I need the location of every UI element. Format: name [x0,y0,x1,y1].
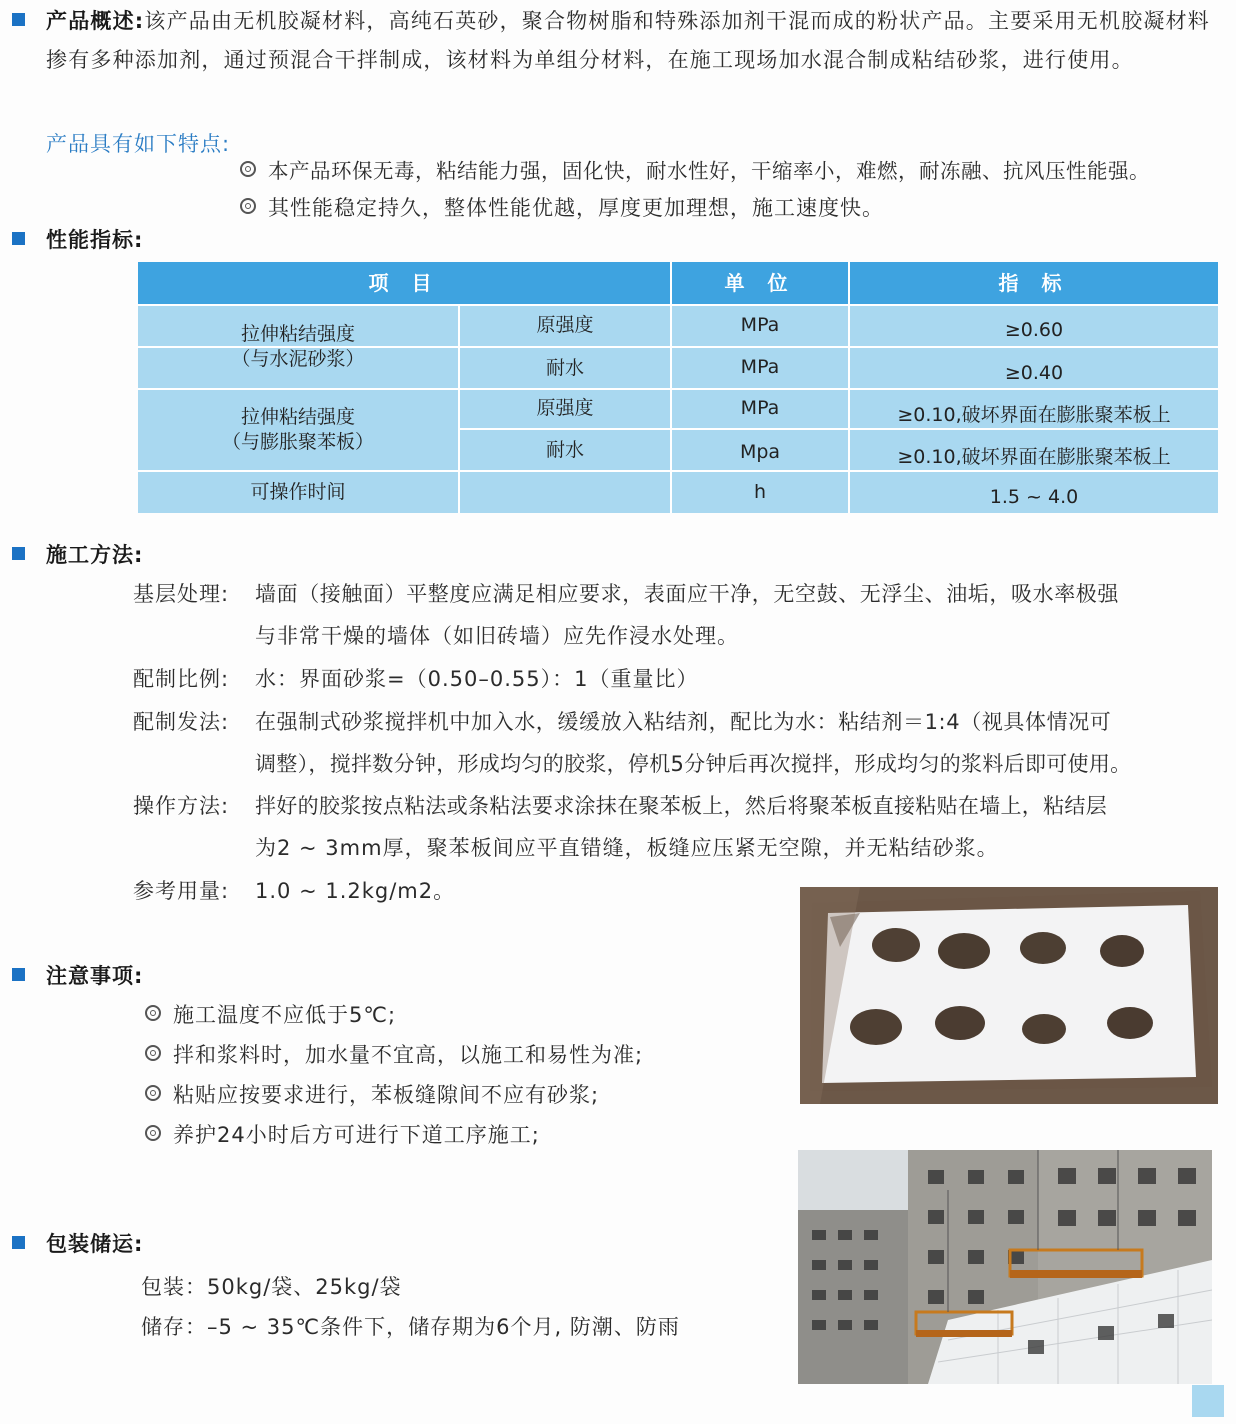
overview-heading: 产品概述: [46,9,145,33]
feature-item: 本产品环保无毒，粘结能力强，固化快，耐水性好，干缩率小，难燃，耐冻融、抗风压性能强。 [240,154,1150,184]
table-cell: 耐水 [545,357,584,379]
note-item: 施工温度不应低于5℃; [145,999,396,1029]
table-cell: MPa [740,356,780,378]
table-header-item: 项 目 [138,262,670,304]
method-text: 墙面（接触面）平整度应满足相应要求，表面应干净，无空鼓、无浮尘、油垢，吸水率极强 [255,582,1119,606]
table-cell: h [753,481,767,503]
table-cell: MPa [740,397,780,419]
note-item: 拌和浆料时，加水量不宜高，以施工和易性为准; [145,1039,643,1069]
method-text: 水：界面砂浆=（0.50–0.55）：1（重量比） [255,667,699,691]
page-corner-mark [1192,1385,1224,1417]
notes-heading: 注意事项: [46,964,144,988]
method-text: 1.0 ~ 1.2kg/m2。 [255,879,456,903]
performance-heading: 性能指标: [46,228,144,252]
table-cell: Mpa [739,440,781,463]
table-cell: 原强度 [536,397,594,419]
group-label: 拉伸粘结强度 （与水泥砂浆） [231,322,365,370]
spec-table [138,262,1218,513]
section-bullet [12,13,25,26]
circle-bullet-icon [240,198,256,214]
note-item: 粘贴应按要求进行，苯板缝隙间不应有砂浆; [145,1079,599,1109]
table-cell: ≥0.10,破坏界面在膨胀聚苯板上 [897,404,1171,426]
table-cell: 耐水 [545,438,584,461]
method-text: 在强制式砂浆搅拌机中加入水，缓缓放入粘结剂，配比为水：粘结剂＝1:4（视具体情况可 [255,710,1112,734]
table-cell: ≥0.10,破坏界面在膨胀聚苯板上 [897,445,1171,468]
circle-bullet-icon [145,1005,161,1021]
adhesive-board-photo [800,887,1218,1104]
circle-bullet-icon [145,1125,161,1141]
section-bullet [12,1236,25,1249]
section-bullet [12,547,25,560]
method-label: 操作方法: [133,794,230,818]
method-text: 与非常干燥的墙体（如旧砖墙）应先作浸水处理。 [255,624,739,648]
method-text: 拌好的胶浆按点粘法或条粘法要求涂抹在聚苯板上，然后将聚苯板直接粘贴在墙上，粘结层 [255,794,1107,818]
feature-item: 其性能稳定持久，整体性能优越，厚度更加理想，施工速度快。 [240,192,884,222]
table-cell: ≥0.40 [1004,362,1064,384]
construction-heading: 施工方法: [46,543,144,567]
section-bullet [12,232,25,245]
circle-bullet-icon [240,161,256,177]
table-cell: ≥0.60 [1004,319,1064,341]
note-item: 养护24小时后方可进行下道工序施工; [145,1119,540,1149]
section-bullet [12,968,25,981]
method-label: 配制发法: [133,710,230,734]
group-label: 拉伸粘结强度 （与膨胀聚苯板） [221,405,374,453]
table-header-unit: 单 位 [672,262,848,304]
table-cell: 1.5 ~ 4.0 [989,485,1079,508]
building-facade-photo [798,1150,1212,1384]
table-header-value: 指 标 [850,262,1218,304]
overview-paragraph [46,2,1226,80]
packaging-heading: 包装储运: [46,1232,144,1256]
circle-bullet-icon [145,1085,161,1101]
method-text: 为2 ~ 3mm厚，聚苯板间应平直错缝，板缝应压紧无空隙，并无粘结砂浆。 [255,836,999,860]
storage-info: 储存：–5 ~ 35℃条件下，储存期为6个月, 防潮、防雨 [141,1315,680,1339]
features-title: 产品具有如下特点: [46,132,231,156]
method-text: 调整），搅拌数分钟，形成均匀的胶浆，停机5分钟后再次搅拌，形成均匀的浆料后即可使用。 [255,752,1132,776]
table-cell: 可操作时间 [250,481,346,503]
table-cell: 原强度 [536,314,594,336]
table-cell: MPa [740,314,780,336]
method-label: 参考用量: [133,879,230,903]
method-label: 基层处理: [133,582,230,606]
circle-bullet-icon [145,1045,161,1061]
package-info: 包装：50kg/袋、25kg/袋 [141,1275,402,1299]
method-label: 配制比例: [133,667,230,691]
overview-text: 该产品由无机胶凝材料，高纯石英砂，聚合物树脂和特殊添加剂干混而成的粉状产品。主要采用无机胶凝材料掺有多种添加剂，通过预混合干拌制成，该材料为单组分材料，在施工现场加水混合制成粘结砂浆，进行使用。 [46,9,1211,72]
